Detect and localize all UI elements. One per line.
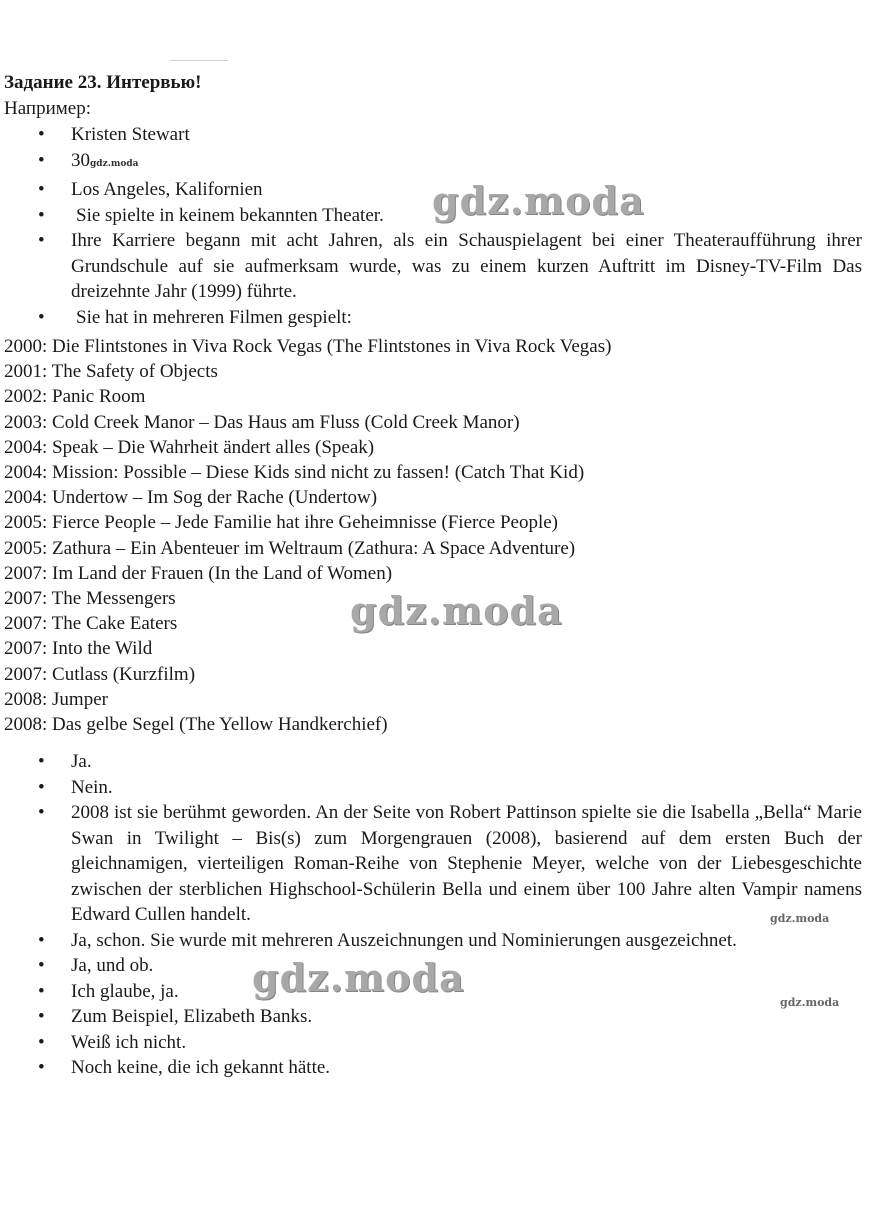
bullet-icon: • bbox=[38, 751, 45, 772]
intro-text: Например: bbox=[4, 98, 91, 119]
bullet-icon: • bbox=[38, 929, 45, 951]
top-rule bbox=[170, 60, 228, 61]
bullet-icon: • bbox=[38, 1031, 45, 1053]
bullet-text: Sie spielte in keinem bekannten Theater. bbox=[76, 204, 384, 226]
film-item: 2005: Fierce People – Jede Familie hat ihre Geheimnisse (Fierce People) bbox=[4, 512, 559, 534]
list-item bbox=[0, 148, 876, 178]
bullet-text: Noch keine, die ich gekannt hätte. bbox=[71, 1057, 331, 1078]
bullet-icon: • bbox=[38, 230, 45, 251]
film-item: 2004: Undertow – Im Sog der Rache (Undertow) bbox=[4, 487, 378, 509]
bullet-list-top bbox=[0, 122, 876, 330]
watermark-logo: gdz.moda bbox=[432, 178, 645, 223]
list-item bbox=[0, 1030, 876, 1056]
bullet-icon: • bbox=[38, 955, 45, 976]
inline-watermark: gdz.moda bbox=[90, 158, 139, 169]
list-item bbox=[0, 800, 876, 928]
bullet-list-bottom bbox=[0, 749, 876, 1081]
bullet-text: Ja. bbox=[71, 751, 92, 772]
bullet-text: Ja, und ob. bbox=[71, 955, 154, 976]
bullet-icon: • bbox=[38, 124, 45, 145]
bullet-icon: • bbox=[38, 179, 45, 200]
film-item: 2007: Im Land der Frauen (In the Land of Women) bbox=[4, 562, 393, 584]
watermark-small: gdz.moda bbox=[770, 912, 830, 925]
bullet-icon: • bbox=[38, 149, 45, 171]
film-item: 2002: Panic Room bbox=[4, 386, 146, 408]
bullet-text: Los Angeles, Kalifornien bbox=[71, 179, 263, 200]
film-item: 2005: Zathura – Ein Abenteuer im Weltraum (Zathura: A Space Adventure) bbox=[4, 537, 576, 559]
film-item: 2007: Cutlass (Kurzfilm) bbox=[4, 663, 196, 685]
film-item: 2000: Die Flintstones in Viva Rock Vegas (The Flintstones in Viva Rock Vegas) bbox=[4, 336, 612, 357]
film-list bbox=[4, 334, 611, 737]
list-item bbox=[0, 228, 876, 305]
watermark-logo: gdz.moda bbox=[350, 588, 563, 633]
bullet-text: 2008 ist sie berühmt geworden. An der Seite von Robert Pattinson spielte sie die Isabella „Bella“ Marie Swan in Twilight – Bis(s) zum Morgengrauen (2008), basierend auf dem ersten Buch der gleichnamigen, vierteiligen Roman-Reihe von Stephenie Meyer, welche von der Liebesgeschichte zwischen der sterblichen Highschool-Schülerin Bella und einem über 100 Jahre alten Vampir namens Edward Cullen handelt. bbox=[71, 802, 862, 925]
film-item: 2007: The Messengers bbox=[4, 588, 176, 610]
bullet-text: Weiß ich nicht. bbox=[71, 1031, 187, 1053]
list-item bbox=[0, 305, 876, 331]
bullet-icon: • bbox=[38, 1006, 45, 1027]
watermark-small: gdz.moda bbox=[780, 996, 840, 1009]
page-title: Задание 23. Интервью! bbox=[4, 72, 202, 93]
film-item: 2001: The Safety of Objects bbox=[4, 361, 218, 383]
list-item bbox=[0, 749, 876, 775]
film-item: 2004: Speak – Die Wahrheit ändert alles (Speak) bbox=[4, 436, 375, 458]
bullet-text: Kristen Stewart bbox=[71, 124, 190, 145]
watermark-logo: gdz.moda bbox=[252, 955, 465, 1000]
bullet-text: Zum Beispiel, Elizabeth Banks. bbox=[71, 1006, 313, 1027]
list-item bbox=[0, 1004, 876, 1030]
bullet-text: Ich glaube, ja. bbox=[71, 980, 179, 1002]
bullet-text: Ja, schon. Sie wurde mit mehreren Auszeichnungen und Nominierungen ausgezeichnet. bbox=[71, 929, 737, 951]
bullet-text: Ihre Karriere begann mit acht Jahren, als ein Schauspielagent bei einer Theateraufführung ihrer Grundschule auf sie aufmerksam wurde, was zu einem kurzen Auftritt im Disney-TV-Film Das dreizehnte Jahr (1999) führte. bbox=[71, 230, 862, 302]
film-item: 2007: Into the Wild bbox=[4, 638, 153, 660]
bullet-text: Nein. bbox=[71, 776, 113, 798]
film-item: 2003: Cold Creek Manor – Das Haus am Fluss (Cold Creek Manor) bbox=[4, 411, 520, 433]
film-item: 2007: The Cake Eaters bbox=[4, 613, 178, 635]
bullet-text: 30 bbox=[71, 149, 90, 171]
bullet-icon: • bbox=[38, 1057, 45, 1078]
list-item bbox=[0, 1055, 876, 1081]
bullet-text: Sie hat in mehreren Filmen gespielt: bbox=[76, 306, 352, 328]
film-item: 2008: Jumper bbox=[4, 688, 108, 710]
list-item bbox=[0, 928, 876, 954]
bullet-icon: • bbox=[38, 204, 45, 226]
list-item bbox=[0, 775, 876, 801]
film-item: 2008: Das gelbe Segel (The Yellow Handkerchief) bbox=[4, 714, 388, 736]
bullet-icon: • bbox=[38, 980, 45, 1002]
bullet-icon: • bbox=[38, 802, 45, 823]
bullet-icon: • bbox=[38, 776, 45, 798]
list-item bbox=[0, 122, 876, 148]
film-item: 2004: Mission: Possible – Diese Kids sind nicht zu fassen! (Catch That Kid) bbox=[4, 462, 585, 484]
bullet-icon: • bbox=[38, 306, 45, 328]
